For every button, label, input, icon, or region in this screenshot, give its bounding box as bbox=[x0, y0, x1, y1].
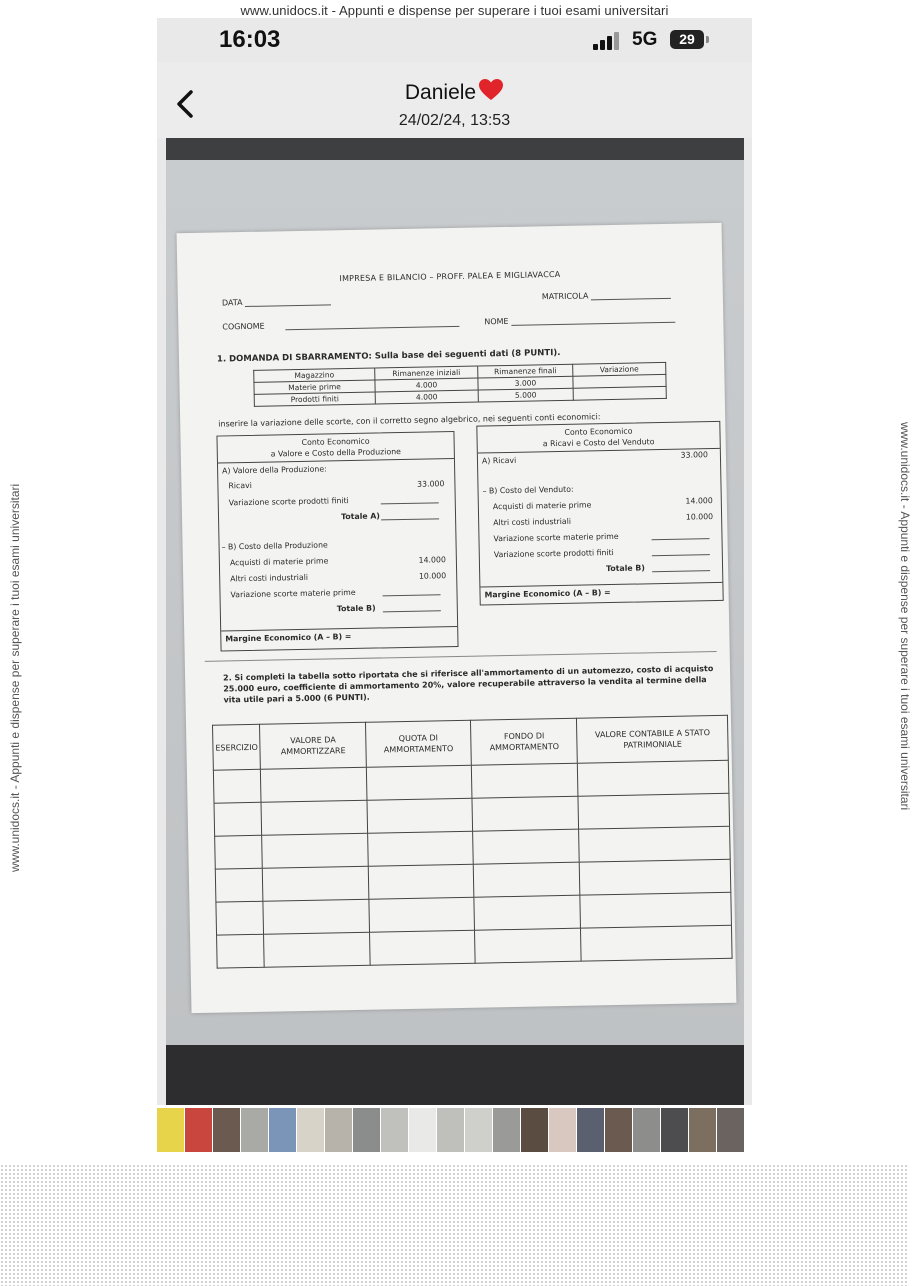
thumbnail-item[interactable] bbox=[185, 1108, 212, 1152]
photo-bottom-edge bbox=[166, 1045, 744, 1105]
table-header: Rimanenze finali bbox=[478, 364, 573, 378]
ce-right-tot-b: Totale B) bbox=[605, 563, 645, 574]
exam-sheet bbox=[177, 223, 737, 1013]
field-data bbox=[222, 296, 331, 307]
thumbnail-item[interactable] bbox=[437, 1108, 464, 1152]
field-cognome bbox=[222, 318, 459, 332]
table-cell bbox=[369, 897, 475, 932]
ammortamento-table bbox=[212, 715, 733, 969]
table-cell bbox=[366, 765, 472, 800]
table-cell bbox=[474, 895, 581, 930]
ce-left-acq: Acquisti di materie prime bbox=[229, 556, 329, 568]
conto-economico-venduto bbox=[476, 421, 723, 606]
table-cell bbox=[475, 928, 582, 963]
table-cell: 4.000 bbox=[375, 378, 478, 392]
table-cell bbox=[262, 833, 368, 868]
battery-level: 29 bbox=[679, 31, 695, 47]
field-nome bbox=[484, 314, 675, 327]
thumbnail-item[interactable] bbox=[157, 1108, 184, 1152]
field-cognome-label: COGNOME bbox=[222, 321, 265, 332]
table-cell bbox=[579, 826, 730, 862]
ce-right-var-mp: Variazione scorte materie prime bbox=[493, 531, 619, 544]
thumbnail-item[interactable] bbox=[297, 1108, 324, 1152]
ce-right-header bbox=[477, 422, 719, 454]
ce-right-head1: Conto Economico bbox=[564, 426, 633, 437]
network-label: 5G bbox=[632, 29, 658, 50]
ce-left-acq-value: 14.000 bbox=[418, 555, 446, 565]
table-cell bbox=[580, 892, 731, 928]
field-matricola-label: MATRICOLA bbox=[541, 291, 589, 302]
ce-right-var-pf: Variazione scorte prodotti finiti bbox=[493, 547, 614, 560]
field-nome-label: NOME bbox=[484, 316, 509, 327]
photo-view[interactable] bbox=[166, 138, 744, 1105]
table-header: Rimanenze iniziali bbox=[375, 366, 478, 380]
thumbnail-item[interactable] bbox=[241, 1108, 268, 1152]
table-cell bbox=[264, 932, 370, 967]
heart-icon bbox=[478, 78, 504, 102]
table-header: Magazzino bbox=[254, 368, 375, 382]
table-cell bbox=[367, 798, 473, 833]
ce-right-altri-value: 10.000 bbox=[685, 512, 714, 522]
ce-left-tot-a-line bbox=[381, 518, 439, 520]
ce-left-var-mp: Variazione scorte materie prime bbox=[230, 587, 356, 600]
question-1-instruction: inserire la variazione delle scorte, con il corretto segno algebrico, nei seguenti conti economici: bbox=[218, 412, 601, 429]
thumbnail-item[interactable] bbox=[549, 1108, 576, 1152]
table-cell bbox=[215, 868, 263, 902]
table-cell bbox=[368, 831, 474, 866]
table-cell bbox=[472, 763, 579, 798]
table-cell bbox=[573, 386, 666, 400]
dotted-background bbox=[0, 1152, 909, 1286]
conto-economico-valore bbox=[216, 431, 458, 652]
question-1-subtitle: Sulla base dei seguenti dati (8 PUNTI). bbox=[371, 347, 561, 362]
contact-name-text: Daniele bbox=[404, 81, 477, 104]
thumbnail-item[interactable] bbox=[409, 1108, 436, 1152]
ce-left-head2: a Valore e Costo della Produzione bbox=[270, 447, 401, 459]
table-cell: Materie prime bbox=[254, 380, 375, 394]
table-header: VALORE DA AMMORTIZZARE bbox=[260, 722, 366, 769]
table-cell bbox=[261, 800, 367, 835]
ce-left-tot-a: Totale A) bbox=[340, 511, 381, 522]
ce-right-head2: a Ricavi e Costo del Venduto bbox=[542, 437, 655, 449]
thumbnail-item[interactable] bbox=[577, 1108, 604, 1152]
thumbnail-item[interactable] bbox=[213, 1108, 240, 1152]
question-1-title: 1. DOMANDA DI SBARRAMENTO: bbox=[216, 351, 373, 365]
thumbnail-item[interactable] bbox=[381, 1108, 408, 1152]
watermark-left: www.unidocs.it - Appunti e dispense per superare i tuoi esami universitari bbox=[8, 483, 22, 872]
table-header: QUOTA DI AMMORTAMENTO bbox=[365, 720, 471, 767]
ce-right-var-pf-line bbox=[652, 554, 710, 556]
status-time: 16:03 bbox=[219, 26, 281, 53]
table-cell bbox=[217, 934, 265, 968]
thumbnail-item[interactable] bbox=[269, 1108, 296, 1152]
table-cell: Prodotti finiti bbox=[254, 392, 375, 406]
photo-top-edge bbox=[166, 138, 744, 160]
table-header: Variazione bbox=[573, 362, 666, 376]
ce-left-ricavi-value: 33.000 bbox=[417, 479, 445, 489]
sheet-title: IMPRESA E BILANCIO – PROFF. PALEA E MIGLIAVACCA bbox=[339, 269, 561, 284]
dotted-background-top bbox=[0, 1152, 909, 1164]
ce-left-a-title: A) Valore della Produzione: bbox=[222, 464, 327, 476]
ce-left-margine: Margine Economico (A – B) = bbox=[221, 626, 457, 647]
field-matricola bbox=[542, 290, 671, 301]
thumbnail-item[interactable] bbox=[465, 1108, 492, 1152]
question-2: 2. Si completi la tabella sotto riportata che si riferisce all'ammortamento di un automezzo, costo di acquisto 25.000 euro, coefficiente di ammortamento 20%, valore recuperabile attraverso la vendita al termine della vita utile pari a 5.000 (6 PUNTI). bbox=[223, 664, 714, 705]
thumbnail-item[interactable] bbox=[633, 1108, 660, 1152]
chat-header bbox=[157, 62, 752, 138]
ce-left-ricavi: Ricavi bbox=[228, 480, 252, 491]
ce-right-tot-b-line bbox=[652, 570, 710, 572]
table-cell bbox=[578, 760, 729, 796]
phone-screen bbox=[157, 18, 752, 1152]
table-cell bbox=[213, 769, 261, 803]
ce-left-tot-b: Totale B) bbox=[336, 603, 376, 614]
table-cell bbox=[368, 864, 474, 899]
table-cell bbox=[473, 829, 580, 864]
thumbnail-item[interactable] bbox=[689, 1108, 716, 1152]
table-cell bbox=[369, 930, 475, 965]
ce-left-var-pf: Variazione scorte prodotti finiti bbox=[228, 496, 349, 508]
question-1 bbox=[217, 348, 561, 365]
ce-left-header bbox=[217, 432, 453, 464]
signal-icon bbox=[593, 32, 621, 50]
table-cell bbox=[214, 802, 262, 836]
magazzino-table bbox=[253, 362, 667, 407]
table-cell bbox=[473, 862, 580, 897]
message-datetime: 24/02/24, 13:53 bbox=[398, 112, 511, 129]
table-cell: 5.000 bbox=[478, 388, 573, 402]
ce-right-altri: Altri costi industriali bbox=[493, 516, 572, 528]
battery-tip-icon bbox=[706, 36, 709, 43]
thumbnail-item[interactable] bbox=[325, 1108, 352, 1152]
thumbnail-item[interactable] bbox=[605, 1108, 632, 1152]
table-cell bbox=[578, 793, 729, 829]
table-cell: 4.000 bbox=[375, 390, 478, 404]
table-header: FONDO DI AMMORTAMENTO bbox=[471, 718, 578, 765]
table-cell bbox=[261, 767, 367, 802]
thumbnail-item[interactable] bbox=[661, 1108, 688, 1152]
ce-right-b-title: – B) Costo del Venduto: bbox=[482, 484, 574, 496]
ce-left-var-mp-line bbox=[383, 594, 441, 596]
ce-left-altri: Altri costi industriali bbox=[230, 572, 309, 584]
battery-icon bbox=[670, 30, 704, 49]
field-data-label: DATA bbox=[221, 298, 243, 308]
table-cell bbox=[263, 899, 369, 934]
thumbnail-item[interactable] bbox=[353, 1108, 380, 1152]
ce-left-tot-b-line bbox=[383, 610, 441, 612]
ce-right-var-mp-line bbox=[652, 538, 710, 540]
thumbnail-strip[interactable] bbox=[157, 1105, 752, 1152]
table-header: VALORE CONTABILE A STATO PATRIMONIALE bbox=[577, 715, 728, 763]
table-cell bbox=[215, 835, 263, 869]
ce-left-b-title: – B) Costo della Produzione bbox=[221, 540, 328, 552]
table-header: ESERCIZIO bbox=[213, 724, 261, 770]
ce-right-margine: Margine Economico (A – B) = bbox=[480, 582, 722, 603]
ce-right-acq: Acquisti di materie prime bbox=[492, 500, 592, 512]
ce-left-var-pf-line bbox=[381, 502, 439, 504]
ce-right-acq-value: 14.000 bbox=[685, 496, 713, 506]
table-cell bbox=[581, 925, 732, 961]
table-cell bbox=[216, 901, 264, 935]
sheet-separator bbox=[205, 651, 717, 662]
table-cell bbox=[263, 866, 369, 901]
thumbnail-item[interactable] bbox=[717, 1108, 744, 1152]
ce-left-altri-value: 10.000 bbox=[418, 571, 447, 581]
ce-right-a-value: 33.000 bbox=[680, 450, 708, 460]
ce-left-head1: Conto Economico bbox=[301, 436, 370, 447]
contact-name[interactable] bbox=[157, 78, 752, 105]
table-cell bbox=[472, 796, 579, 831]
thumbnail-item[interactable] bbox=[521, 1108, 548, 1152]
watermark-top: www.unidocs.it - Appunti e dispense per superare i tuoi esami universitari bbox=[240, 3, 669, 18]
status-bar bbox=[157, 18, 752, 62]
watermark-right: www.unidocs.it - Appunti e dispense per superare i tuoi esami universitari bbox=[898, 422, 912, 811]
table-cell: 3.000 bbox=[478, 376, 573, 390]
table-cell bbox=[580, 859, 731, 895]
ce-right-a-title: A) Ricavi bbox=[481, 455, 517, 466]
thumbnail-item[interactable] bbox=[493, 1108, 520, 1152]
